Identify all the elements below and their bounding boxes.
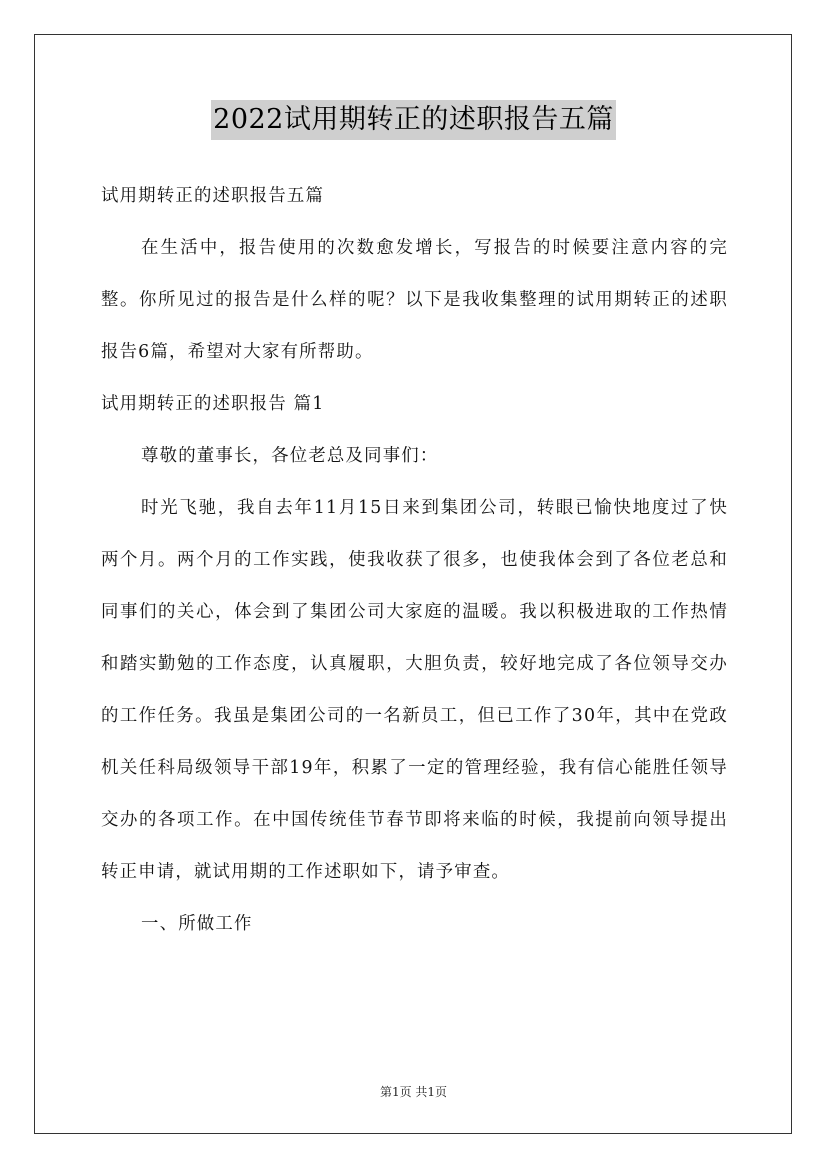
section-heading: 试用期转正的述职报告 篇1: [101, 394, 325, 414]
page-number: 第1页 共1页: [379, 1085, 448, 1099]
item-heading: 一、所做工作: [141, 914, 253, 934]
intro-paragraph: 在生活中，报告使用的次数愈发增长，写报告的时候要注意内容的完整。你所见过的报告是什么样的呢？以下是我收集整理的试用期转正的述职报告6篇，希望对大家有所帮助。: [101, 238, 728, 362]
body-paragraph: 时光飞驰，我自去年11月15日来到集团公司，转眼已愉快地度过了快两个月。两个月的工作实践，使我收获了很多，也使我体会到了各位老总和同事们的关心，体会到了集团公司大家庭的温暖。我以积极进取的工作热情和踏实勤勉的工作态度，认真履职，大胆负责，较好地完成了各位领导交办的工作任务。我虽是集团公司的一名新员工，但已工作了30年，其中在党政机关任科局级领导干部19年，积累了一定的管理经验，我有信心能胜任领导交办的各项工作。在中国传统佳节春节即将来临的时候，我提前向领导提出转正申请，就试用期的工作述职如下，请予审查。: [101, 498, 728, 882]
document-subtitle: 试用期转正的述职报告五篇: [101, 186, 325, 206]
title-container: [0, 100, 827, 140]
document-body: [101, 170, 728, 950]
greeting-line: 尊敬的董事长，各位老总及同事们：: [141, 446, 439, 466]
document-title: 2022试用期转正的述职报告五篇: [211, 100, 616, 140]
page-footer: [0, 1083, 827, 1101]
